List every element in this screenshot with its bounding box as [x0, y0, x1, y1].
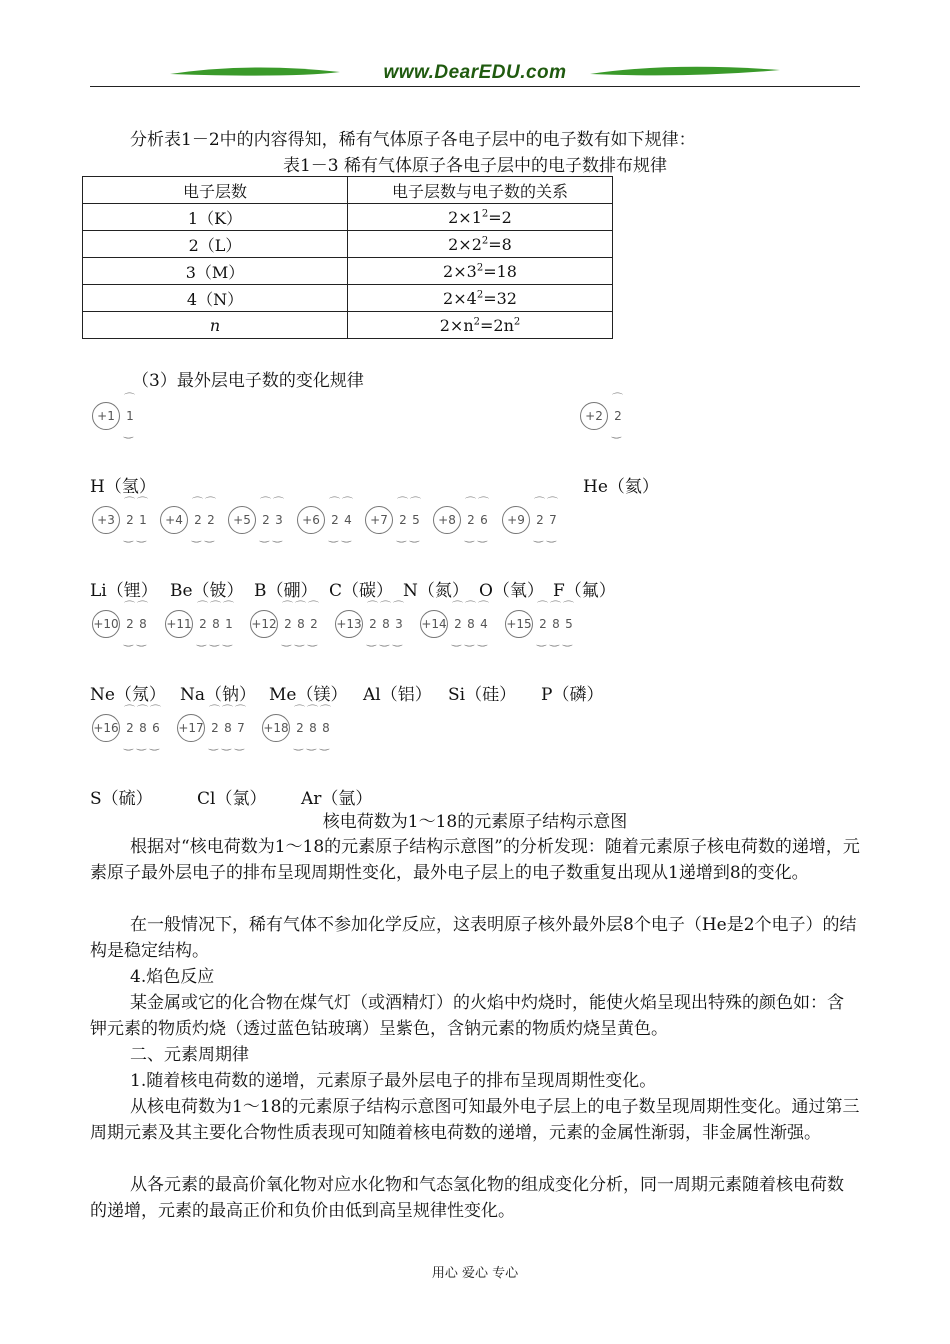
shell-electron-count: 2 — [310, 617, 318, 631]
nucleus-charge: +14 — [420, 610, 448, 638]
shell-arc-top-icon: ⌒ — [205, 496, 216, 509]
shell-electron-count: 2 — [211, 721, 219, 735]
site-name: www.DearEDU.com — [383, 62, 567, 83]
shell-arc-top-icon: ⌒ — [282, 600, 293, 613]
shell-arc-bottom-icon: ‿ — [295, 634, 304, 647]
shell-arc-bottom-icon: ‿ — [393, 634, 402, 647]
shell-electron-count: 5 — [565, 617, 573, 631]
shell-arc-top-icon: ⌒ — [612, 392, 623, 405]
shell-arc-bottom-icon: ‿ — [307, 738, 316, 751]
atom-diagram — [420, 600, 510, 647]
shell-electron-count: 8 — [212, 617, 220, 631]
shell-arc-top-icon: ⌒ — [137, 704, 148, 717]
table-row — [83, 258, 613, 285]
shell-electron-count: 8 — [224, 721, 232, 735]
element-label: S（硫） — [90, 789, 153, 809]
shell-electron-count: 6 — [152, 721, 160, 735]
shell-electron-count: 2 — [331, 513, 339, 527]
shell-electron-count: 3 — [395, 617, 403, 631]
shell-arc-bottom-icon: ‿ — [342, 530, 351, 543]
shell-arc-bottom-icon: ‿ — [282, 634, 291, 647]
shell-arc-top-icon: ⌒ — [367, 600, 378, 613]
nucleus-charge: +18 — [262, 714, 290, 742]
shell-electron-count: 1 — [126, 409, 134, 423]
shell-arc-bottom-icon: ‿ — [192, 530, 201, 543]
shell-arc-bottom-icon: ‿ — [320, 738, 329, 751]
nucleus-charge: +2 — [580, 402, 608, 430]
shell-arc-top-icon: ⌒ — [410, 496, 421, 509]
shell-arc-bottom-icon: ‿ — [197, 634, 206, 647]
shell-arc-top-icon: ⌒ — [308, 600, 319, 613]
element-label: Al（铝） — [363, 685, 432, 705]
nucleus-charge: +10 — [92, 610, 120, 638]
nucleus-charge: +3 — [92, 506, 120, 534]
shell-electron-count: 3 — [275, 513, 283, 527]
shell-arc-top-icon: ⌒ — [329, 496, 340, 509]
shell-arc-bottom-icon: ‿ — [137, 530, 146, 543]
shell-arc-top-icon: ⌒ — [478, 600, 489, 613]
shell-arc-top-icon: ⌒ — [150, 704, 161, 717]
relation-cell: $2\times 4^2=32$ — [348, 285, 613, 312]
nucleus-charge: +11 — [165, 610, 193, 638]
shell-electron-count: 8 — [139, 617, 147, 631]
element-label: N（氮） — [403, 581, 469, 601]
shell-arc-top-icon: ⌒ — [547, 496, 558, 509]
shell-electron-count: 2 — [614, 409, 622, 423]
paragraph-4: 1.随着核电荷数的递增，元素原子最外层电子的排布呈现周期性变化。 — [130, 1071, 657, 1091]
table-row — [83, 285, 613, 312]
shell-arc-top-icon: ⌒ — [342, 496, 353, 509]
element-label: H（氢） — [90, 477, 156, 497]
shell-electron-count: 4 — [344, 513, 352, 527]
layer-cell: 1（K） — [83, 204, 348, 231]
shell-arc-top-icon: ⌒ — [534, 496, 545, 509]
element-label: Li（锂） — [90, 581, 158, 601]
nucleus-charge: +17 — [177, 714, 205, 742]
shell-electron-count: 2 — [194, 513, 202, 527]
shell-arc-top-icon: ⌒ — [192, 496, 203, 509]
atom-diagram — [92, 392, 182, 439]
intro-text: 分析表1－2中的内容得知，稀有气体原子各电子层中的电子数有如下规律： — [130, 130, 696, 150]
shell-arc-top-icon: ⌒ — [465, 600, 476, 613]
shell-arc-bottom-icon: ‿ — [124, 738, 133, 751]
shell-arc-bottom-icon: ‿ — [294, 738, 303, 751]
heading-flame-test: 4.焰色反应 — [130, 967, 215, 987]
shell-electron-count: 8 — [309, 721, 317, 735]
shell-arc-top-icon: ⌒ — [563, 600, 574, 613]
shell-electron-count: 2 — [207, 513, 215, 527]
shell-arc-bottom-icon: ‿ — [380, 634, 389, 647]
shell-arc-bottom-icon: ‿ — [465, 634, 474, 647]
shell-electron-count: 2 — [284, 617, 292, 631]
element-label: Ar（氩） — [301, 789, 373, 809]
page-footer: 用心 爱心 专心 — [431, 1266, 519, 1281]
shell-arc-top-icon: ⌒ — [550, 600, 561, 613]
shell-arc-bottom-icon: ‿ — [223, 634, 232, 647]
relation-cell: $2\times 2^2=8$ — [348, 231, 613, 258]
shell-arc-bottom-icon: ‿ — [547, 530, 556, 543]
shell-arc-top-icon: ⌒ — [537, 600, 548, 613]
element-label: Cl（氯） — [197, 789, 267, 809]
shell-arc-bottom-icon: ‿ — [537, 634, 546, 647]
shell-arc-bottom-icon: ‿ — [222, 738, 231, 751]
shell-arc-bottom-icon: ‿ — [205, 530, 214, 543]
shell-arc-bottom-icon: ‿ — [397, 530, 406, 543]
element-label: Na（钠） — [180, 685, 257, 705]
atom-diagram — [502, 496, 592, 543]
paragraph-1: 根据对“核电荷数为1～18的元素原子结构示意图”的分析发现：随着元素原子核电荷数的递增，元素原子最外层电子的排布呈现周期性变化，最外电子层上的电子数重复出现从1递增到8的变化。 — [90, 837, 860, 883]
shell-electron-count: 2 — [126, 721, 134, 735]
nucleus-charge: +15 — [505, 610, 533, 638]
atom-diagram — [580, 392, 670, 439]
table-header-row — [83, 177, 613, 204]
shell-arc-bottom-icon: ‿ — [210, 634, 219, 647]
shell-arc-top-icon: ⌒ — [124, 392, 135, 405]
shell-arc-bottom-icon: ‿ — [465, 530, 474, 543]
shell-arc-top-icon: ⌒ — [124, 704, 135, 717]
nucleus-charge: +7 — [365, 506, 393, 534]
shell-electron-count: 2 — [536, 513, 544, 527]
element-label: Ne（氖） — [90, 685, 166, 705]
shell-electron-count: 8 — [552, 617, 560, 631]
nucleus-charge: +4 — [160, 506, 188, 534]
paragraph-2: 在一般情况下，稀有气体不参加化学反应，这表明原子核外最外层8个电子（He是2个电子）的结构是稳定结构。 — [90, 915, 857, 961]
shell-arc-top-icon: ⌒ — [478, 496, 489, 509]
shell-arc-bottom-icon: ‿ — [137, 634, 146, 647]
shell-arc-bottom-icon: ‿ — [273, 530, 282, 543]
shell-electron-count: 2 — [296, 721, 304, 735]
atom-diagram — [250, 600, 340, 647]
element-label: C（碳） — [329, 581, 394, 601]
atom-diagram — [505, 600, 595, 647]
shell-electron-count: 8 — [322, 721, 330, 735]
shell-arc-top-icon: ⌒ — [465, 496, 476, 509]
shell-electron-count: 2 — [262, 513, 270, 527]
nucleus-charge: +12 — [250, 610, 278, 638]
nucleus-charge: +6 — [297, 506, 325, 534]
nucleus-charge: +9 — [502, 506, 530, 534]
shell-electron-count: 1 — [225, 617, 233, 631]
table-header-cell: 电子层数 — [83, 177, 348, 204]
nucleus-charge: +5 — [228, 506, 256, 534]
shell-arc-bottom-icon: ‿ — [550, 634, 559, 647]
shell-arc-bottom-icon: ‿ — [563, 634, 572, 647]
layer-cell: n — [83, 312, 348, 339]
shell-arc-bottom-icon: ‿ — [124, 634, 133, 647]
shell-arc-top-icon: ⌒ — [124, 600, 135, 613]
shell-electron-count: 2 — [467, 513, 475, 527]
shell-electron-count: 2 — [539, 617, 547, 631]
layer-cell: 3（M） — [83, 258, 348, 285]
shell-electron-count: 2 — [454, 617, 462, 631]
shell-electron-count: 8 — [382, 617, 390, 631]
atom-diagram — [335, 600, 425, 647]
shell-arc-top-icon: ⌒ — [124, 496, 135, 509]
shell-arc-bottom-icon: ‿ — [209, 738, 218, 751]
atom-diagram — [92, 704, 182, 751]
shell-arc-top-icon: ⌒ — [209, 704, 220, 717]
shell-electron-count: 8 — [467, 617, 475, 631]
shell-arc-top-icon: ⌒ — [320, 704, 331, 717]
shell-arc-bottom-icon: ‿ — [124, 426, 133, 439]
header-banner — [90, 60, 860, 92]
shell-electron-count: 2 — [369, 617, 377, 631]
element-label: Si（硅） — [448, 685, 517, 705]
table-row — [83, 312, 613, 339]
section-3-heading: （3）最外层电子数的变化规律 — [132, 371, 364, 391]
shell-arc-bottom-icon: ‿ — [137, 738, 146, 751]
atom-diagram — [165, 600, 255, 647]
nucleus-charge: +16 — [92, 714, 120, 742]
element-label: Be（铍） — [170, 581, 244, 601]
element-label: O（氧） — [479, 581, 544, 601]
shell-arc-bottom-icon: ‿ — [452, 634, 461, 647]
shell-arc-top-icon: ⌒ — [397, 496, 408, 509]
shell-arc-top-icon: ⌒ — [137, 496, 148, 509]
shell-arc-bottom-icon: ‿ — [367, 634, 376, 647]
shell-arc-top-icon: ⌒ — [452, 600, 463, 613]
shell-arc-top-icon: ⌒ — [295, 600, 306, 613]
shell-arc-top-icon: ⌒ — [273, 496, 284, 509]
shell-arc-top-icon: ⌒ — [393, 600, 404, 613]
relation-cell: $2\times n^2=2n^2$ — [348, 312, 613, 339]
table-row — [83, 204, 613, 231]
header-divider — [90, 86, 860, 87]
shell-arc-top-icon: ⌒ — [260, 496, 271, 509]
shell-arc-top-icon: ⌒ — [294, 704, 305, 717]
shell-arc-bottom-icon: ‿ — [478, 634, 487, 647]
shell-arc-top-icon: ⌒ — [137, 600, 148, 613]
shell-arc-bottom-icon: ‿ — [260, 530, 269, 543]
shell-electron-count: 8 — [297, 617, 305, 631]
diagram-caption: 核电荷数为1～18的元素原子结构示意图 — [322, 812, 628, 832]
shell-arc-bottom-icon: ‿ — [124, 530, 133, 543]
element-label: F（氟） — [553, 581, 616, 601]
shell-arc-top-icon: ⌒ — [307, 704, 318, 717]
shell-arc-top-icon: ⌒ — [210, 600, 221, 613]
shell-electron-count: 2 — [126, 513, 134, 527]
shell-electron-count: 7 — [549, 513, 557, 527]
electron-rule-table — [82, 176, 613, 339]
paragraph-6: 从各元素的最高价氧化物对应水化物和气态氢化物的组成变化分析，同一周期元素随着核电荷数的递增，元素的最高正价和负价由低到高呈规律性变化。 — [90, 1175, 844, 1221]
element-label: Me（镁） — [269, 685, 348, 705]
shell-electron-count: 8 — [139, 721, 147, 735]
shell-arc-bottom-icon: ‿ — [410, 530, 419, 543]
heading-periodic-law: 二、元素周期律 — [130, 1045, 249, 1065]
paragraph-3: 某金属或它的化合物在煤气灯（或酒精灯）的火焰中灼烧时，能使火焰呈现出特殊的颜色如：含钾元素的物质灼烧（透过蓝色钴玻璃）呈紫色，含钠元素的物质灼烧呈黄色。 — [90, 993, 844, 1039]
shell-arc-bottom-icon: ‿ — [235, 738, 244, 751]
nucleus-charge: +8 — [433, 506, 461, 534]
table-caption: 表1－3 稀有气体原子各电子层中的电子数排布规律 — [282, 156, 668, 176]
shell-arc-bottom-icon: ‿ — [478, 530, 487, 543]
atom-diagram — [177, 704, 267, 751]
layer-cell: 2（L） — [83, 231, 348, 258]
table-header-cell: 电子层数与电子数的关系 — [348, 177, 613, 204]
element-label: B（硼） — [254, 581, 318, 601]
shell-electron-count: 2 — [199, 617, 207, 631]
table-row — [83, 231, 613, 258]
shell-arc-bottom-icon: ‿ — [308, 634, 317, 647]
shell-arc-bottom-icon: ‿ — [612, 426, 621, 439]
element-label: P（磷） — [541, 685, 604, 705]
shell-electron-count: 4 — [480, 617, 488, 631]
layer-cell: 4（N） — [83, 285, 348, 312]
shell-electron-count: 7 — [237, 721, 245, 735]
nucleus-charge: +13 — [335, 610, 363, 638]
atom-diagram — [262, 704, 352, 751]
shell-arc-top-icon: ⌒ — [223, 600, 234, 613]
shell-electron-count: 6 — [480, 513, 488, 527]
shell-arc-top-icon: ⌒ — [197, 600, 208, 613]
shell-electron-count: 2 — [399, 513, 407, 527]
paragraph-5: 从核电荷数为1～18的元素原子结构示意图可知最外电子层上的电子数呈现周期性变化。通过第三周期元素及其主要化合物性质表现可知随着核电荷数的递增，元素的金属性渐弱，非金属性渐强。 — [90, 1097, 860, 1143]
shell-arc-top-icon: ⌒ — [222, 704, 233, 717]
relation-cell: $2\times 3^2=18$ — [348, 258, 613, 285]
nucleus-charge: +1 — [92, 402, 120, 430]
shell-electron-count: 5 — [412, 513, 420, 527]
shell-arc-top-icon: ⌒ — [235, 704, 246, 717]
shell-arc-bottom-icon: ‿ — [150, 738, 159, 751]
element-label: He（氦） — [583, 477, 659, 497]
relation-cell: $2\times 1^2=2$ — [348, 204, 613, 231]
shell-electron-count: 2 — [126, 617, 134, 631]
shell-arc-bottom-icon: ‿ — [329, 530, 338, 543]
shell-arc-top-icon: ⌒ — [380, 600, 391, 613]
shell-electron-count: 1 — [139, 513, 147, 527]
shell-arc-bottom-icon: ‿ — [534, 530, 543, 543]
